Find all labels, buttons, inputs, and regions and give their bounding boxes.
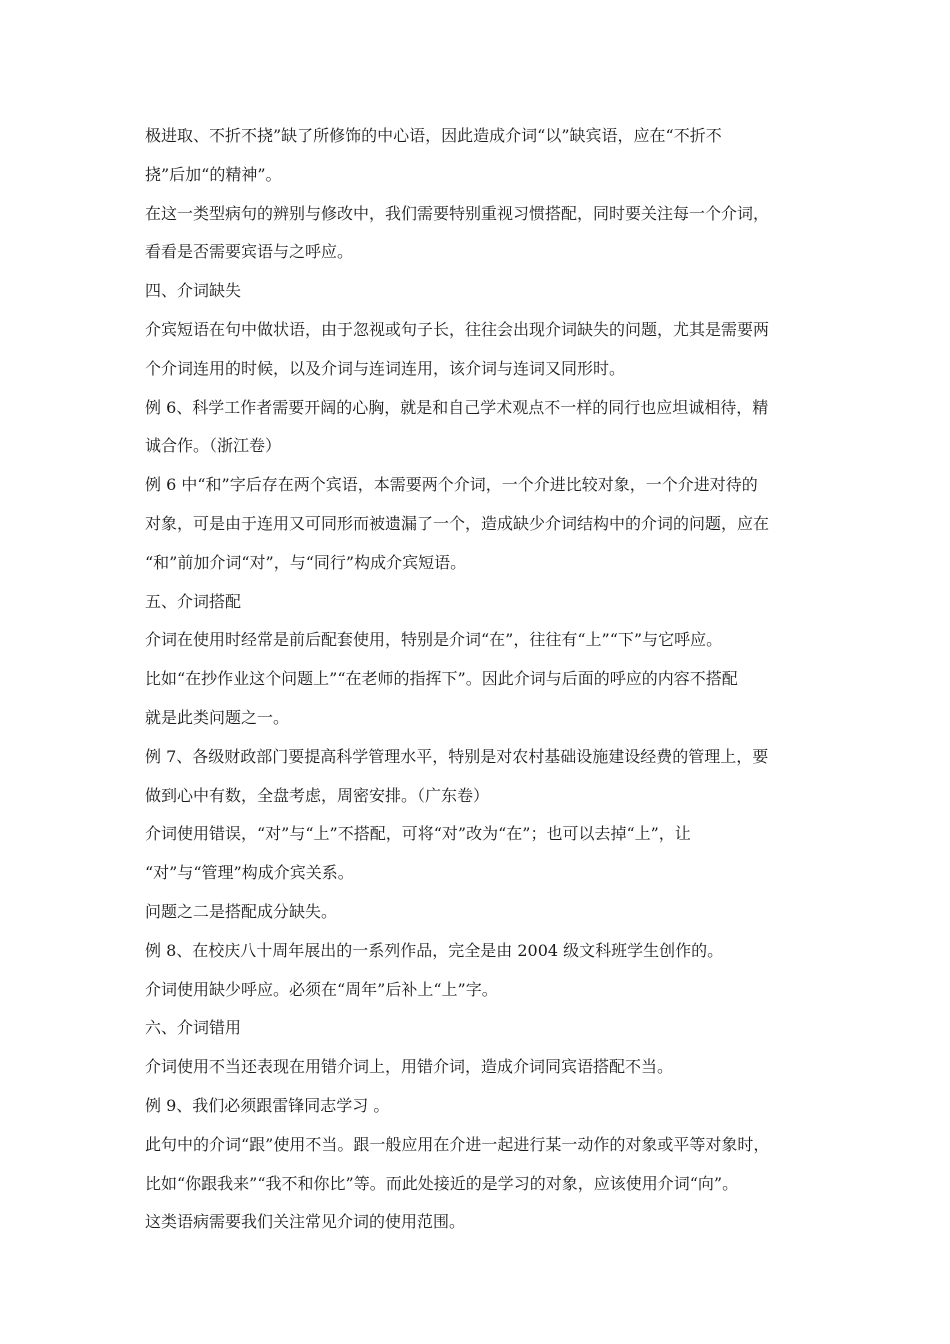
text-line: 介宾短语在句中做状语，由于忽视或句子长，往往会出现介词缺失的问题，尤其是需要两 [145,319,770,339]
example-line: 例 6、科学工作者需要开阔的心胸，就是和自己学术观点不一样的同行也应坦诚相待，精 [145,397,769,417]
text-line: 比如“你跟我来”“我不和你比”等。而此处接近的是学习的对象，应该使用介词“向”。 [145,1173,739,1193]
text-line: 这类语病需要我们关注常见介词的使用范围。 [145,1212,466,1232]
example-line: 做到心中有数，全盘考虑，周密安排。（广东卷） [145,785,490,805]
text-line: 例 6 中“和”字后存在两个宾语，本需要两个介词，一个介进比较对象，一个介进对待的 [145,475,758,495]
example-line: 例 8、在校庆八十周年展出的一系列作品，完全是由 2004 级文科班学生创作的。 [145,940,724,960]
text-line: 介词使用不当还表现在用错介词上，用错介词，造成介词同宾语搭配不当。 [145,1057,674,1077]
text-line: 在这一类型病句的辨别与修改中，我们需要特别重视习惯搭配，同时要关注每一个介词， [145,203,770,223]
text-line: 对象，可是由于连用又可同形而被遗漏了一个，造成缺少介词结构中的介词的问题，应在 [145,513,770,533]
section-heading: 四、介词缺失 [145,281,242,301]
example-line: 例 9、我们必须跟雷锋同志学习 。 [145,1095,390,1115]
document-body [145,122,810,1247]
text-line: 个介词连用的时候，以及介词与连词连用，该介词与连词又同形时。 [145,358,626,378]
text-line: 问题之二是搭配成分缺失。 [145,901,338,921]
text-line: 比如“在抄作业这个问题上”“在老师的指挥下”。因此介词与后面的呼应的内容不搭配 [145,669,738,689]
text-line: “对”与“管理”构成介宾关系。 [145,863,354,883]
text-line: 就是此类问题之一。 [145,707,290,727]
text-line: 介词使用缺少呼应。必须在“周年”后补上“上”字。 [145,979,498,999]
example-line: 诚合作。（浙江卷） [145,436,282,456]
text-line: 极进取、不折不挠”缺了所修饰的中心语，因此造成介词“以”缺宾语，应在“不折不 [145,126,722,145]
text-line: 挠”后加“的精神”。 [145,164,282,184]
text-line: 介词在使用时经常是前后配套使用，特别是介词“在”，往往有“上”“下”与它呼应。 [145,630,723,650]
section-heading: 五、介词搭配 [145,591,242,611]
text-line: 介词使用错误，“对”与“上”不搭配，可将“对”改为“在”；也可以去掉“上”，让 [145,824,691,844]
text-line: 看看是否需要宾语与之呼应。 [145,242,354,262]
example-line: 例 7、各级财政部门要提高科学管理水平，特别是对农村基础设施建设经费的管理上，要 [145,746,769,766]
text-line: 此句中的介词“跟”使用不当。跟一般应用在介进一起进行某一动作的对象或平等对象时， [145,1134,770,1154]
section-heading: 六、介词错用 [145,1018,242,1038]
text-line: “和”前加介词“对”，与“同行”构成介宾短语。 [145,552,467,572]
